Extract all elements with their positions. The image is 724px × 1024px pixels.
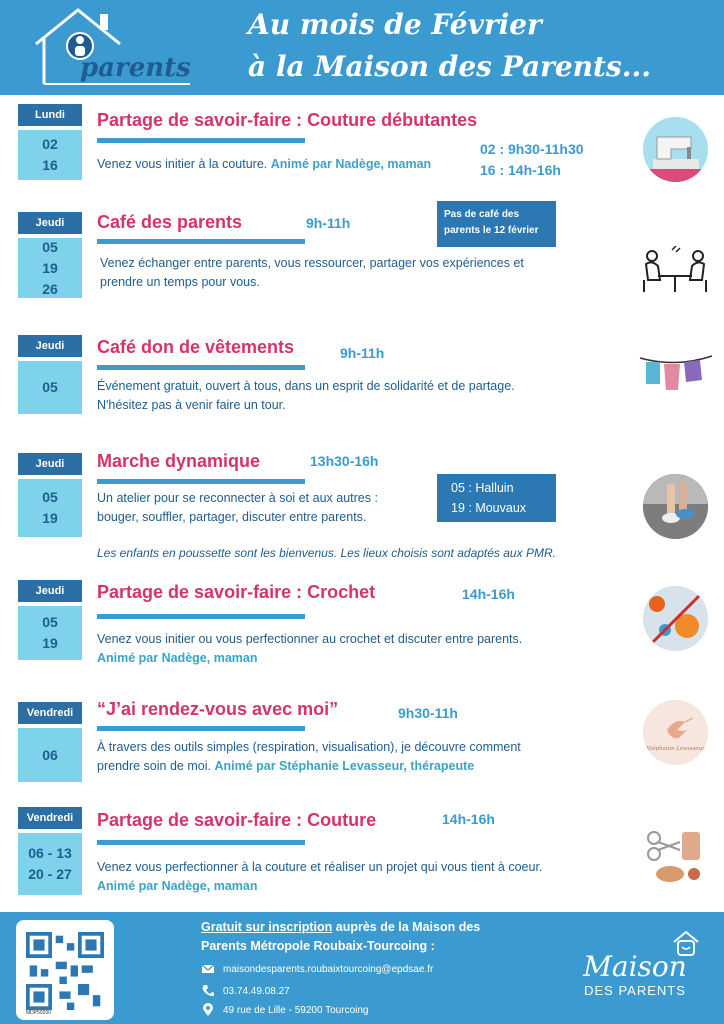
phone-contact[interactable]: 03.74.49.08.27 (201, 984, 290, 998)
title-underline (97, 479, 305, 484)
event-title: Partage de savoir-faire : Couture débutantes (97, 110, 478, 130)
event-time: 9h-11h (306, 215, 351, 231)
event-description: Venez échanger entre parents, vous ressourcer, partager vos expériences et prendre un temps pour vous. (100, 256, 524, 289)
day-label: Vendredi (18, 702, 82, 724)
title-underline (97, 840, 305, 845)
event-time: 9h30-11h (398, 705, 458, 721)
dates-box: 05 19 (18, 606, 82, 660)
title-underline (97, 726, 305, 731)
event-description: Événement gratuit, ouvert à tous, dans un esprit de solidarité et de partage. N'hésitez pas à venir faire un tour. (97, 379, 515, 412)
envelope-icon (201, 962, 215, 976)
event-title: Marche dynamique (97, 451, 261, 471)
event-title: Partage de savoir-faire : Crochet (97, 582, 376, 602)
animator: Animé par Nadège, maman (270, 157, 432, 171)
parents-logo-icon (30, 6, 200, 88)
sewing-machine-icon (643, 117, 708, 182)
registration-info: Gratuit sur inscription auprès de la Maison des Parents Métropole Roubaix-Tourcoing : (201, 920, 481, 953)
dates-box: 02 16 (18, 130, 82, 180)
page-title: Au mois de Février à la Maison des Parents... (248, 8, 651, 83)
qr-code-card[interactable] (16, 920, 114, 1020)
event-description: Venez vous perfectionner à la couture et réaliser un projet qui vous tient à coeur. Animé par Nadège, maman (97, 858, 587, 896)
event-time: 14h-16h (462, 586, 515, 602)
hummingbird-logo-icon (643, 700, 708, 765)
event-time: 9h-11h (340, 345, 385, 361)
location-pin-icon (201, 1003, 215, 1017)
event-title: “J’ai rendez-vous avec moi” (97, 699, 339, 719)
animator: Animé par Nadège, maman (97, 879, 258, 893)
animator: Animé par Nadège, maman (97, 651, 258, 665)
house-chat-icon (670, 928, 702, 960)
notice-box: Pas de café des parents le 12 février (437, 201, 556, 247)
event-note: Les enfants en poussette sont les bienvenus. Les lieux choisis sont adaptés aux PMR. (97, 546, 556, 560)
day-label: Jeudi (18, 580, 82, 602)
day-label: Jeudi (18, 212, 82, 234)
sewing-tools-icon (640, 824, 710, 888)
crochet-icon (643, 586, 708, 651)
svg-text:Stéphanie Levasseur: Stéphanie Levasseur (646, 746, 705, 752)
title-underline (97, 138, 305, 143)
clothesline-icon (638, 350, 714, 400)
email-contact[interactable]: maisondesparents.roubaixtourcoing@epdsae.fr (201, 962, 433, 976)
dates-box: 05 (18, 361, 82, 414)
address-contact: 49 rue de Lille - 59200 Tourcoing (201, 1003, 368, 1017)
page-header (0, 0, 724, 95)
event-description: À travers des outils simples (respiration, visualisation), je découvre comment prendre soin de moi. Animé par Stéphanie Levasseur, thérapeute (97, 740, 521, 773)
qr-code-icon[interactable] (26, 932, 104, 1010)
title-underline (97, 365, 305, 370)
locations-box: 05 : Halluin 19 : Mouvaux (437, 474, 556, 522)
event-title: Café des parents (97, 212, 243, 232)
day-label: Jeudi (18, 453, 82, 475)
event-time: 14h-16h (442, 811, 495, 827)
walking-icon (643, 474, 708, 539)
svg-text:parents: parents (80, 53, 191, 83)
event-time: 13h30-16h (310, 453, 379, 469)
animator: Animé par Stéphanie Levasseur, thérapeute (214, 759, 475, 773)
day-label: Jeudi (18, 335, 82, 357)
qr-tag: MDP59200 (26, 1010, 52, 1016)
maison-des-parents-logo: Maison DES PARENTS (570, 950, 700, 998)
dates-box: 05 19 (18, 479, 82, 537)
event-description: Un atelier pour se reconnecter à soi et aux autres : bouger, souffler, partager, discuter entre parents. (97, 491, 378, 524)
day-label: Vendredi (18, 807, 82, 829)
event-description: Venez vous initier à la couture. Animé par Nadège, maman (97, 157, 432, 171)
title-underline (97, 239, 305, 244)
dates-box: 05 19 26 (18, 238, 82, 298)
coffee-chat-icon (638, 246, 714, 296)
title-underline (97, 614, 305, 619)
day-label: Lundi (18, 104, 82, 126)
event-title: Partage de savoir-faire : Couture (97, 810, 377, 830)
event-description: Venez vous initier ou vous perfectionner au crochet et discuter entre parents. Animé par Nadège, maman (97, 630, 577, 668)
dates-box: 06 - 13 20 - 27 (18, 833, 82, 895)
dates-box: 06 (18, 728, 82, 782)
event-title: Café don de vêtements (97, 337, 295, 357)
phone-icon (201, 984, 215, 998)
event-times: 02 : 9h30-11h30 16 : 14h-16h (480, 141, 584, 178)
